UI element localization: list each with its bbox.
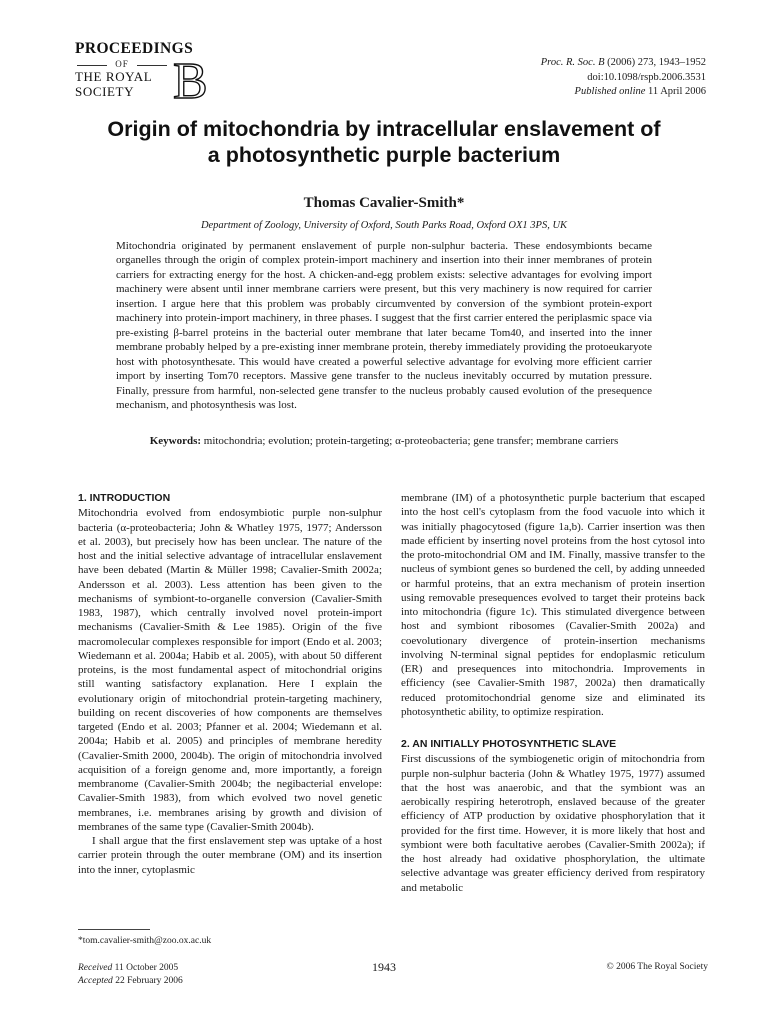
svg-text:B: B [173, 58, 208, 102]
section-heading-introduction: 1. INTRODUCTION [78, 492, 171, 504]
journal-citation: Proc. R. Soc. B (2006) 273, 1943–1952 [540, 57, 706, 68]
author-affiliation: Department of Zoology, University of Oxford, South Parks Road, Oxford OX1 3PS, UK [200, 220, 568, 231]
journal-info [541, 56, 706, 100]
journal-doi: doi:10.1098/rspb.2006.3531 [587, 71, 706, 83]
section-heading-photosynthetic-slave: 2. AN INITIALLY PHOTOSYNTHETIC SLAVE [401, 738, 617, 750]
abstract: Mitochondria originated by permanent enslavement of purple non-sulphur bacteria. These endosymbionts became organelles through the origin of complex protein-import machinery and insertion into their inner membranes of protein carriers for extracting energy for the host. A chicken-and-egg problem exists: selective advantages for evolving import machinery were absent until inner membrane carriers were present, but this very machinery is now required for carrier insertion. I argue here that this problem was probably circumvented by conversion of the symbiont protein-export machinery into protein-import machinery, in three phases. I suggest that the first carrier entered the periplasmic space via pre-existing β-barrel proteins in the bacterial outer membrane that later became Tom40, and inserted into the inner membrane probably helped by a pre-existing inner membrane protein, thereby immediately providing the protoeukaryote host with photosynthesate. This would have created a powerful selective advantage for evolving more efficient carrier import by inserting Tom70 receptors. Massive gene transfer to the nucleus inevitably occurred by mutation pressure. Finally, pressure from harmful, non-selected gene transfer to the nucleus probably caused evolution of the presequence mechanism, and photosynthesis was lost. [116, 240, 652, 411]
page-number: 1943 [372, 960, 396, 974]
logo-of: OF [75, 59, 169, 69]
keywords-text: mitochondria; evolution; protein-targeting; α-proteobacteria; gene transfer; membrane carriers [203, 435, 619, 447]
intro-paragraph-1: Mitochondria evolved from endosymbiotic purple non-sulphur bacteria (α-proteobacteria; John & Whatley 1975, 1977; Andersson et al. 2003), but precisely how has been unclear. The nature of the host and the initial selective advantage of intracellular enslavement have been debated (Martin & Müller 1998; Cavalier-Smith 2002a; Andersson et al. 2003). Less attention has been given to the mechanisms of symbiont-to-organelle conversion (Cavalier-Smith 1983, 1987), which centrally involved novel protein-import mechanisms (Cavalier-Smith & Lee 1985). Origin of the five macromolecular complexes responsible for import (Endo et al. 2003; Wiedemann et al. 2004a; Habib et al. 2005), with about 50 different proteins, is the most fundamental aspect of mitochondrial origins still wanting satisfactory explanation. Here I explain the evolutionary origin of mitochondrial protein-targeting machinery, building on recent discoveries of how components are themselves targeted (Endo et al. 2003; Pfanner et al. 2004; Wiedemann et al. 2004a; Habib et al. 2005) and principles of membrane heredity (Cavalier-Smith 2000, 2004b). The origin of mitochondria involved acquisition of a foreign genome and, more importantly, a foreign membranome (Cavalier-Smith 2004b; the negibacterial envelope: Cavalier-Smith 1983), from which evolved two novel genetic membranes, i.e. membranes arising by growth and division of membranes of the same type (Cavalier-Smith 2004b). [78, 507, 382, 833]
author-name: Thomas Cavalier-Smith* [303, 195, 465, 211]
author-email-footnote: *tom.cavalier-smith@zoo.ox.ac.uk [78, 936, 212, 946]
copyright-notice: © 2006 The Royal Society [606, 962, 708, 972]
intro-continued-paragraph: membrane (IM) of a photosynthetic purple bacterium that escaped into the host cell's cytoplasm from the food vacuole into which it was initially phagocytosed (figure 1a,b). Carrier insertion was then made efficient by inserting novel proteins from the host cytosol into the proto-mitochondrial OM and IM. Finally, massive transfer to the nucleus of symbiont genes so burdened the cell, by adding unneeded or harmful proteins, that an extra mechanism of protein insertion using removable presequences evolved to target their proteins back into mitochondria (figure 1c). This stimulated divergence between host and symbiont ribosomes (Cavalier-Smith 2002a) and coevolutionary divergence of protein-insertion mechanisms involving N-terminal signal peptides for endoplasmic reticulum (ER) and presequences into mitochondria. Improvements in efficiency (see Cavalier-Smith 1987, 2002a) then dramatically reduced protomitochondrial genome size and eliminated its photosynthetic ability, to optimize respiration. [401, 492, 705, 718]
logo-society: SOCIETY [75, 84, 135, 99]
section2-paragraph-1: First discussions of the symbiogenetic origin of mitochondria from purple non-sulphur bacteria (John & Whatley 1975, 1977) assumed that the host was anaerobic, and that the symbiont was an aerobically respiring heterotroph, enslaved because of the greater efficiency of ATP production by oxidative phosphorylation that it provided for the first time. However, it is more likely that host and symbiont were both facultative aerobes (Cavalier-Smith 2002a); if the host already had oxidative phosphorylation, the ultimate selective advantage was greater efficiency derived from respiratory and metabolic [401, 753, 705, 894]
received-accepted-dates: Received 11 October 2005 Accepted 22 February 2006 [78, 963, 183, 986]
intro-paragraph-2: I shall argue that the first enslavement step was uptake of a host carrier protein through the outer membrane (OM) and its insertion into the inner, cytoplasmic [78, 835, 382, 876]
column-right [401, 491, 705, 895]
footnote-rule [78, 929, 150, 930]
keywords [116, 434, 652, 448]
keywords-label: Keywords: [149, 435, 202, 447]
logo-the-royal: THE ROYAL [75, 69, 153, 84]
logo-proceedings: PROCEEDINGS [75, 40, 194, 57]
column-left [78, 491, 382, 877]
royal-society-logo [75, 40, 208, 102]
paper-title: Origin of mitochondria by intracellular enslavement of a photosynthetic purple bacterium [107, 117, 661, 167]
published-online: Published online 11 April 2006 [574, 86, 706, 97]
b-mark-icon [173, 58, 209, 102]
